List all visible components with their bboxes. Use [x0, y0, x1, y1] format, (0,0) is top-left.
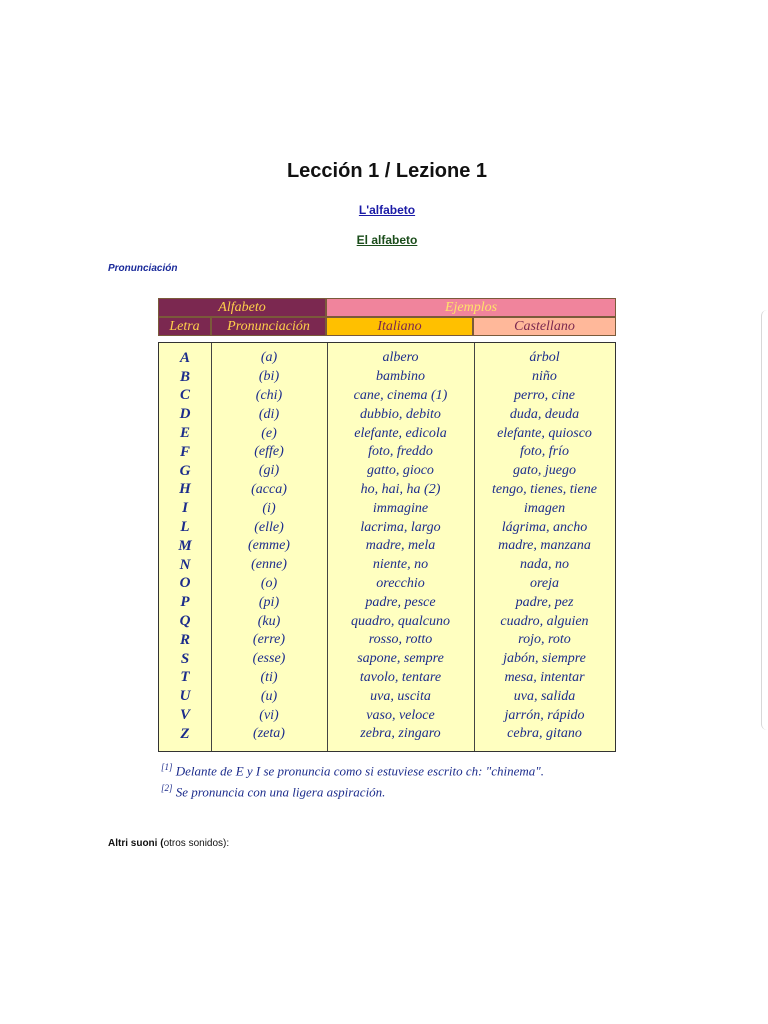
- italian-example-cell: bambino: [376, 369, 425, 385]
- pronunciation-cell: (ku): [257, 613, 281, 629]
- footnote-1: [161, 762, 544, 779]
- other-sounds-rest: otros sonidos):: [163, 838, 230, 849]
- pronunciation-cell: (esse): [252, 651, 286, 667]
- footnote-2: [161, 783, 385, 800]
- italian-example-cell: ho, hai, ha (2): [360, 481, 441, 497]
- table-row: [159, 499, 615, 518]
- table-row: [159, 443, 615, 462]
- table-row: [159, 556, 615, 575]
- spanish-example-cell: imagen: [523, 500, 566, 516]
- letter-cell: D: [179, 406, 191, 423]
- spanish-example-cell: árbol: [529, 350, 560, 366]
- pronunciation-cell: (a): [260, 350, 278, 366]
- header-alfabeto: Alfabeto: [158, 298, 326, 317]
- spanish-example-cell: elefante, quiosco: [497, 425, 592, 441]
- italian-example-cell: tavolo, tentare: [359, 669, 442, 685]
- other-sounds-bold: Altri suoni: [108, 838, 158, 849]
- spanish-example-cell: perro, cine: [514, 387, 575, 403]
- header-italiano: Italiano: [326, 317, 473, 336]
- table-row: [159, 462, 615, 481]
- table-row: [159, 631, 615, 650]
- table-body: [158, 342, 616, 752]
- letter-cell: Q: [179, 613, 191, 630]
- letter-cell: O: [179, 575, 191, 592]
- table-row: [159, 424, 615, 443]
- letter-cell: M: [178, 537, 192, 554]
- section-subheading: Pronunciación: [108, 263, 178, 274]
- pronunciation-cell: (emme): [248, 538, 290, 554]
- pronunciation-cell: (o): [260, 575, 278, 591]
- header-pronunciacion: Pronunciación: [211, 317, 326, 336]
- table-row: [159, 405, 615, 424]
- spanish-example-cell: cebra, gitano: [507, 726, 582, 742]
- italian-example-cell: elefante, edicola: [354, 425, 447, 441]
- header-castellano: Castellano: [473, 317, 616, 336]
- pronunciation-cell: (gi): [258, 463, 280, 479]
- header-ejemplos: Ejemplos: [326, 298, 616, 317]
- pronunciation-cell: (e): [261, 425, 277, 441]
- footnote-2-mark[interactable]: [2]: [161, 783, 173, 793]
- letter-cell: I: [182, 500, 188, 517]
- pronunciation-cell: (effe): [254, 444, 284, 460]
- letter-cell: F: [179, 443, 190, 460]
- letter-cell: Z: [180, 725, 190, 742]
- table-row: [159, 612, 615, 631]
- spanish-example-cell: niño: [532, 369, 557, 385]
- spanish-example-cell: rojo, roto: [518, 632, 571, 648]
- italian-example-cell: foto, freddo: [368, 444, 433, 460]
- table-row: [159, 368, 615, 387]
- italian-example-cell: vaso, veloce: [366, 707, 435, 723]
- italian-example-cell: zebra, zingaro: [360, 726, 441, 742]
- italian-alphabet-link[interactable]: L'alfabeto: [358, 203, 416, 217]
- italian-example-cell: sapone, sempre: [357, 651, 444, 667]
- italian-example-cell: gatto, gioco: [367, 463, 434, 479]
- pronunciation-cell: (u): [260, 688, 278, 704]
- alphabet-table: [158, 298, 616, 742]
- italian-example-cell: dubbio, debito: [360, 406, 441, 422]
- letter-cell: P: [180, 594, 190, 611]
- letter-cell: L: [180, 519, 190, 536]
- table-row: [159, 387, 615, 406]
- italian-example-cell: orecchio: [376, 575, 425, 591]
- footnote-1-text: Delante de E y I se pronuncia como si estuviese escrito ch: "chinema".: [175, 763, 544, 779]
- pronunciation-cell: (ti): [260, 669, 278, 685]
- spanish-example-cell: duda, deuda: [509, 406, 580, 422]
- header-letra: Letra: [158, 317, 211, 336]
- letter-cell: U: [179, 688, 191, 705]
- pronunciation-cell: (vi): [259, 707, 279, 723]
- table-row: [159, 669, 615, 688]
- pronunciation-cell: (elle): [254, 519, 284, 535]
- table-row: [159, 593, 615, 612]
- pronunciation-cell: (acca): [251, 481, 287, 497]
- footnote-1-mark[interactable]: [1]: [161, 762, 173, 772]
- letter-cell: B: [179, 368, 190, 385]
- table-row: [159, 650, 615, 669]
- spanish-example-cell: uva, salida: [513, 688, 576, 704]
- spanish-example-cell: tengo, tienes, tiene: [492, 481, 597, 497]
- other-sounds-paren: (: [157, 838, 164, 849]
- italian-example-cell: padre, pesce: [365, 594, 436, 610]
- pronunciation-cell: (erre): [252, 632, 286, 648]
- pronunciation-cell: (enne): [251, 557, 287, 573]
- spanish-example-cell: mesa, intentar: [504, 669, 585, 685]
- letter-cell: N: [179, 556, 191, 573]
- other-sounds-heading: [108, 838, 229, 849]
- letter-cell: A: [179, 349, 190, 366]
- pronunciation-cell: (zeta): [253, 726, 285, 742]
- pronunciation-cell: (bi): [258, 369, 280, 385]
- letter-cell: E: [179, 425, 190, 442]
- spanish-example-cell: cuadro, alguien: [500, 613, 589, 629]
- letter-cell: C: [179, 387, 190, 404]
- footnote-2-text: Se pronuncia con una ligera aspiración.: [175, 784, 386, 800]
- spanish-example-cell: foto, frío: [519, 444, 569, 460]
- spanish-example-cell: lágrima, ancho: [501, 519, 588, 535]
- italian-example-cell: rosso, rotto: [368, 632, 433, 648]
- spanish-example-cell: jabón, siempre: [503, 651, 586, 667]
- table-row: [159, 575, 615, 594]
- italian-example-cell: uva, uscita: [370, 688, 431, 704]
- spanish-example-cell: oreja: [529, 575, 560, 591]
- letter-cell: T: [180, 669, 190, 686]
- spanish-alphabet-link[interactable]: El alfabeto: [356, 233, 418, 247]
- table-row: [159, 518, 615, 537]
- table-row: [159, 706, 615, 725]
- italian-example-cell: niente, no: [372, 557, 429, 573]
- page-title: Lección 1 / Lezione 1: [286, 160, 488, 182]
- italian-example-cell: quadro, qualcuno: [350, 613, 451, 629]
- letter-cell: H: [179, 481, 191, 498]
- italian-example-cell: lacrima, largo: [360, 519, 441, 535]
- spanish-example-cell: madre, manzana: [498, 538, 591, 554]
- italian-example-cell: cane, cinema (1): [353, 387, 448, 403]
- italian-example-cell: albero: [382, 350, 419, 366]
- spanish-example-cell: padre, pez: [515, 594, 574, 610]
- letter-cell: S: [180, 650, 190, 667]
- pronunciation-cell: (i): [262, 500, 276, 516]
- letter-cell: R: [179, 631, 190, 648]
- table-row: [159, 537, 615, 556]
- group-header-row: [158, 298, 616, 317]
- scrollbar-edge[interactable]: [761, 310, 768, 730]
- pronunciation-cell: (di): [258, 406, 280, 422]
- italian-example-cell: madre, mela: [365, 538, 436, 554]
- table-row: [159, 687, 615, 706]
- spanish-example-cell: nada, no: [520, 557, 569, 573]
- italian-example-cell: immagine: [372, 500, 429, 516]
- letter-cell: V: [179, 707, 190, 724]
- spanish-example-cell: gato, juego: [513, 463, 576, 479]
- table-row: [159, 725, 615, 744]
- pronunciation-cell: (chi): [255, 387, 283, 403]
- table-row: [159, 481, 615, 500]
- spanish-example-cell: jarrón, rápido: [504, 707, 585, 723]
- letter-cell: G: [179, 462, 191, 479]
- table-row: [159, 349, 615, 368]
- column-header-row: [158, 317, 616, 336]
- pronunciation-cell: (pi): [258, 594, 280, 610]
